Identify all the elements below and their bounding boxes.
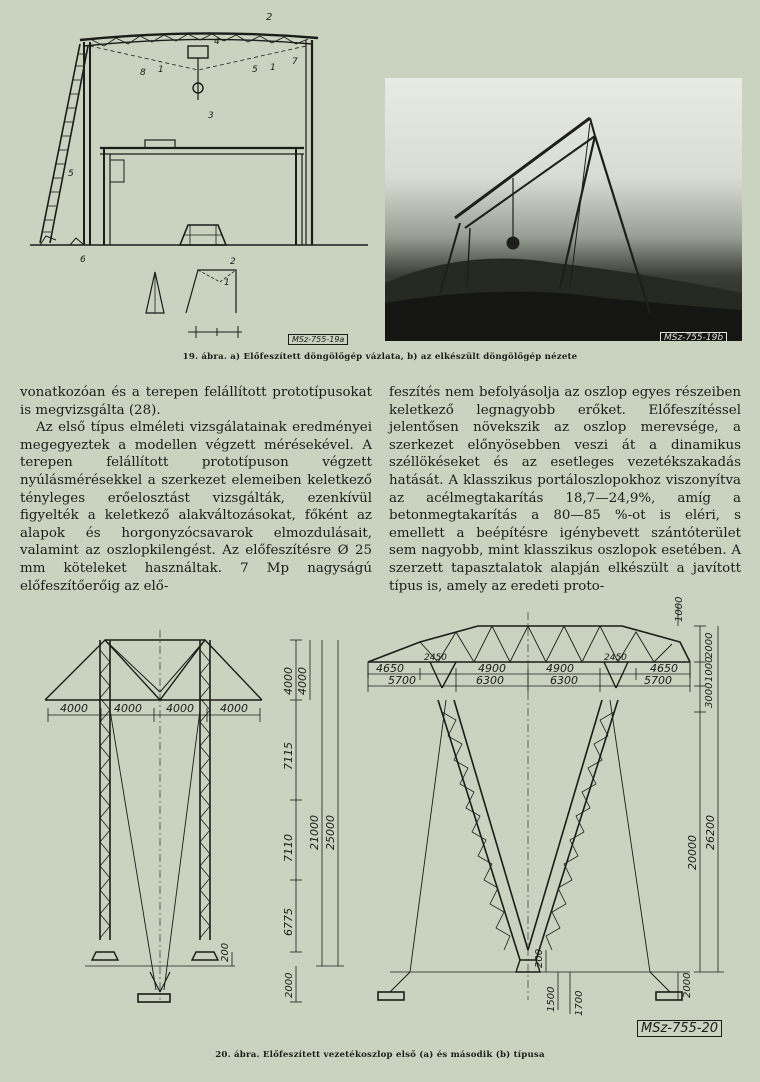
dim-label: 200 <box>534 948 545 968</box>
sketch-label: 5 <box>68 169 74 179</box>
dim-label: 4000 <box>166 702 194 715</box>
dim-label: 4000 <box>220 702 248 715</box>
dim-label: 4900 <box>478 662 506 675</box>
fig19-sketch <box>0 0 380 350</box>
dim-label: 4000 <box>282 667 295 695</box>
dim-label: 4000 <box>114 702 142 715</box>
dim-label: 3000 <box>704 682 715 708</box>
dim-label: 4650 <box>376 662 404 675</box>
dim-label: 5700 <box>388 674 416 687</box>
dim-label: 7110 <box>282 834 295 862</box>
sketch-label: 7 <box>292 57 298 67</box>
fig19a-stamp: MSz-755-19a <box>288 334 348 345</box>
photo-crane-silhouette <box>385 78 742 341</box>
text-column-left <box>20 384 372 595</box>
sketch-label: 8 <box>140 68 146 78</box>
text-column-right <box>389 384 741 595</box>
sketch-label: 4 <box>214 37 220 47</box>
sketch-label: 1 <box>158 65 164 75</box>
fig20a-tower <box>0 600 370 1030</box>
fig19b-stamp: MSz-755-19b <box>660 332 727 341</box>
dim-label: 1500 <box>546 986 557 1012</box>
paragraph: Az első típus elméleti vizsgálatainak eredményei megegyeztek a modellen végzett mérésekével. A terepen felállított prototípuson végzett nyúlásmérésekkel a szerkezet elemeiben keletkező tényleges erőelosztást vizsgálták, ezenkívül figyelték a keletkező alakváltozásokat, főként az alapok és horgonyzócsavarok elmozdulásait, valamint az oszlopkilengést. Az előfeszítésre Ø 25 mm köteleket használtak. 7 Mp nagyságú előfeszítőerőig az elő- <box>20 420 372 594</box>
dim-label: 2450 <box>604 653 627 663</box>
paragraph: feszítés nem befolyásolja az oszlop egyes részeiben keletkező legnagyobb erőket. Előfeszítéssel jelentősen növekszik az oszlop merevsége, a szerkezet előnyösebben veszi át a dinamikus széllökéseket és az esetleges vezetékszakadás hatását. A klasszikus portáloszlopokhoz viszonyítva az acélmegtakarítás 18,7—24,9%, amíg a betonmegtakarítás a 80—85 %-ot is eléri, s emellett a beépítésre igénybevett szántóterület sem nagyobb, mint klasszikus oszlopok esetében. A szerzett tapasztalatok alapján elkészült a javított típus is, amely az eredeti proto- <box>389 385 741 594</box>
sketch-label: 3 <box>208 111 214 121</box>
dim-label: 2000 <box>704 632 715 658</box>
dim-label: 4900 <box>546 662 574 675</box>
fig19-photo <box>385 78 742 341</box>
sketch-label: 1 <box>270 63 276 73</box>
fig19-caption: 19. ábra. a) Előfeszített döngölőgép vázlata, b) az elkészült döngölőgép nézete <box>182 352 578 362</box>
fig20-caption: 20. ábra. Előfeszített vezetékoszlop első (a) és második (b) típusa <box>215 1050 545 1060</box>
dim-label: 26200 <box>704 815 717 850</box>
dim-label: 25000 <box>324 815 337 850</box>
sketch-label: 1 <box>224 278 230 288</box>
dim-label: 2000 <box>682 972 693 998</box>
dim-label: 4650 <box>650 662 678 675</box>
paragraph: vonatkozóan és a terepen felállított prototípusokat is megvizsgálta (28). <box>20 385 372 418</box>
dim-label: 7115 <box>282 742 295 770</box>
sketch-label: 6 <box>80 255 86 265</box>
fig20b-tower <box>360 596 760 1030</box>
dim-label: 1000 <box>674 596 685 622</box>
fig20-stamp: MSz-755-20 <box>637 1020 722 1037</box>
dim-label: 4000 <box>296 667 309 695</box>
sketch-label: 5 <box>252 65 258 75</box>
dim-label: 1700 <box>574 990 585 1016</box>
dim-label: 1000 <box>704 656 715 682</box>
dim-label: 6775 <box>282 908 295 936</box>
dim-label: 6300 <box>476 674 504 687</box>
sketch-label: 2 <box>230 257 236 267</box>
sketch-label: 2 <box>266 12 273 23</box>
dim-label: 21000 <box>308 815 321 850</box>
dim-label: 6300 <box>550 674 578 687</box>
dim-label: 5700 <box>644 674 672 687</box>
dim-label: 2450 <box>424 653 447 663</box>
dim-label: 20000 <box>686 835 699 870</box>
dim-label: 2000 <box>284 972 295 998</box>
dim-label: 200 <box>220 942 231 962</box>
dim-label: 4000 <box>60 702 88 715</box>
